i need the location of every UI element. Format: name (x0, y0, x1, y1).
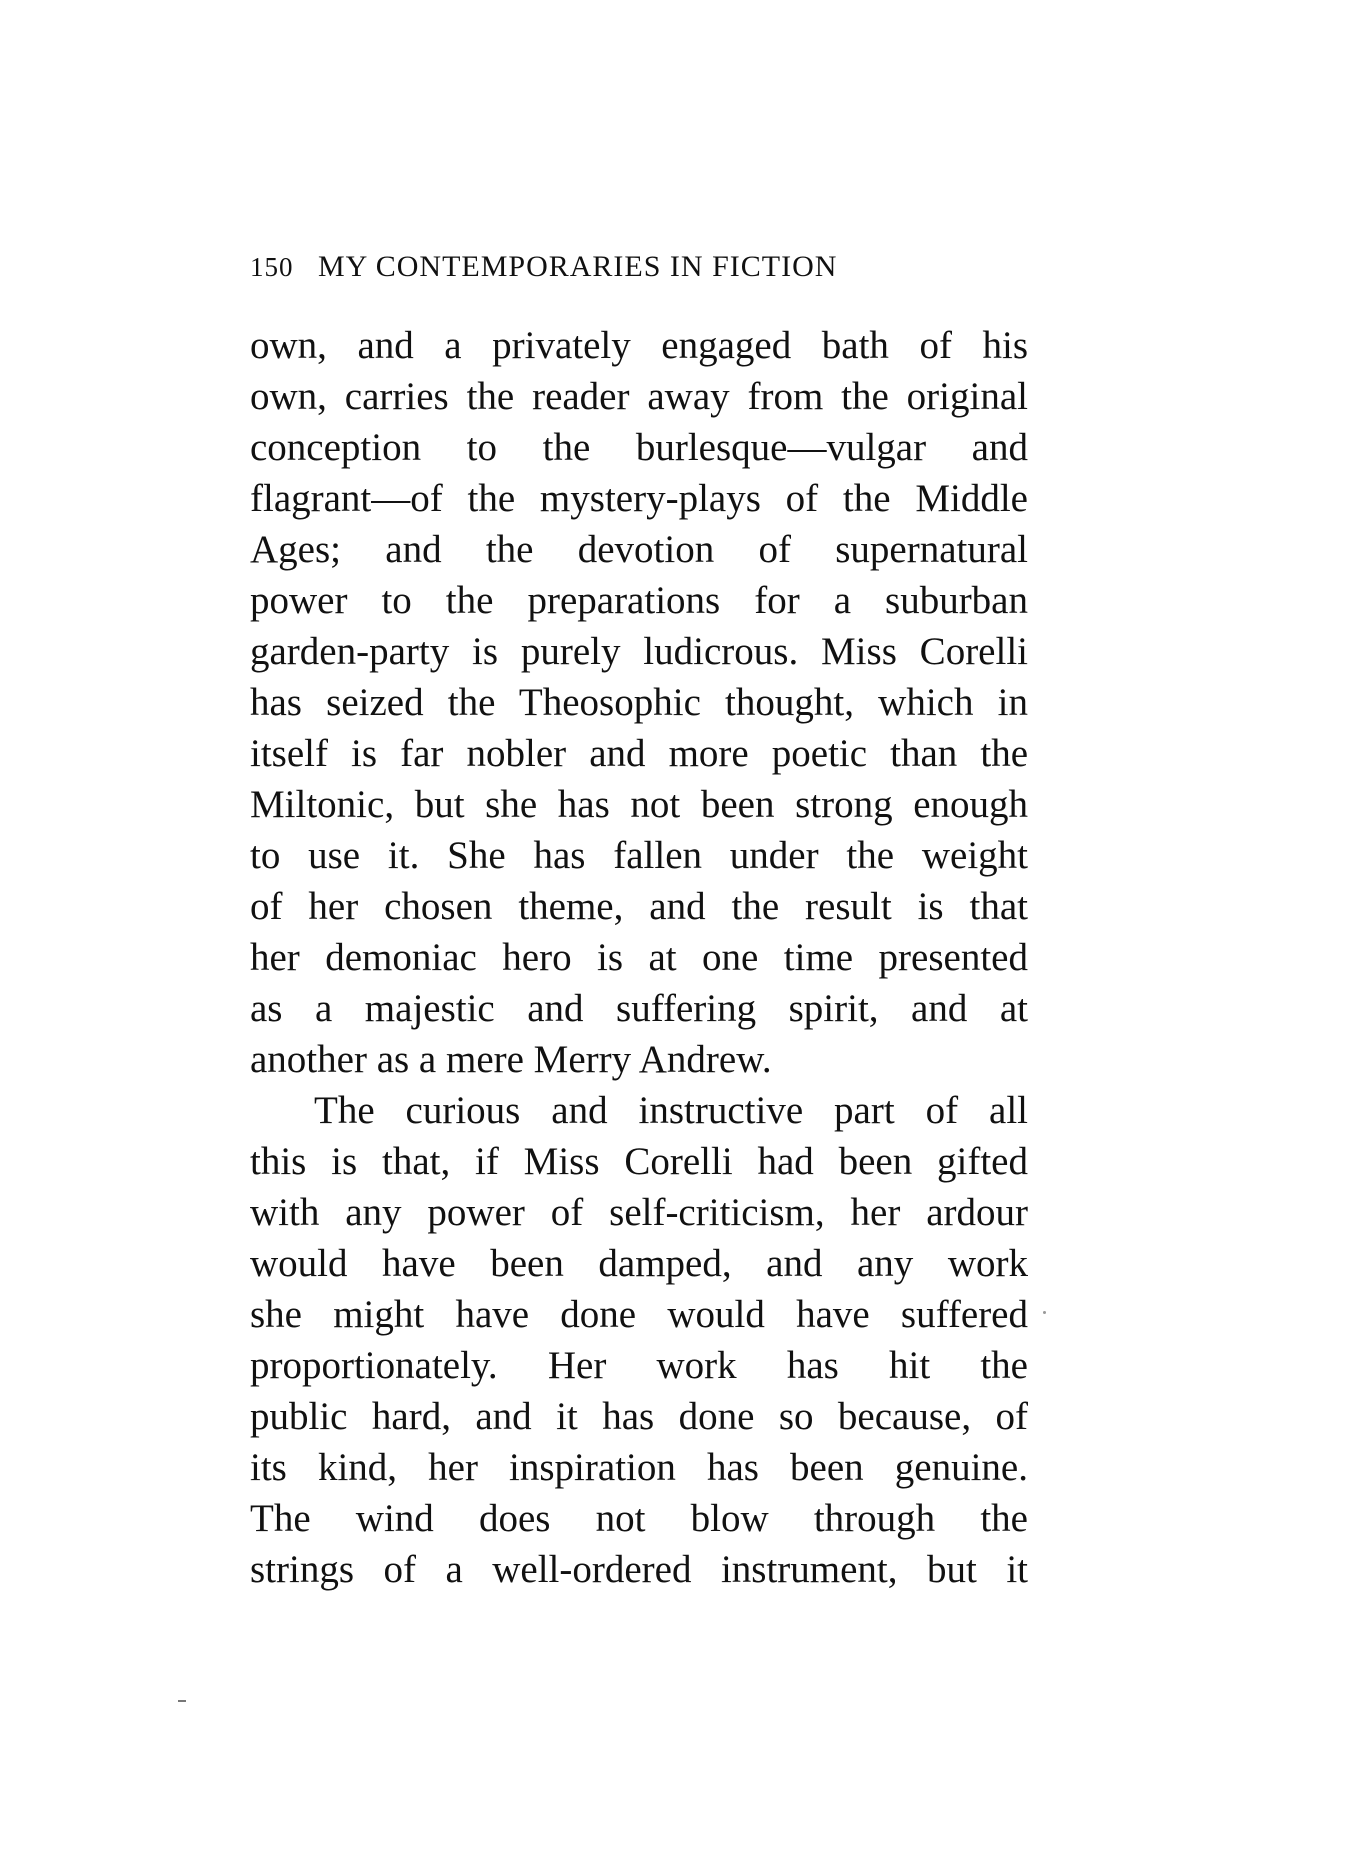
text-line: itself is far nobler and more poetic than the (250, 732, 1028, 775)
text-line: its kind, her inspiration has been genuine. (250, 1446, 1028, 1489)
running-head (250, 250, 1030, 290)
text-line: would have been damped, and any work (250, 1242, 1028, 1285)
text-line: Ages; and the devotion of supernatural (250, 528, 1028, 571)
text-line: public hard, and it has done so because, of (250, 1395, 1028, 1438)
text-line: The wind does not blow through the (250, 1497, 1028, 1540)
text-line: with any power of self-criticism, her ardour (250, 1191, 1028, 1234)
scan-speck (1043, 1311, 1046, 1314)
text-line: flagrant—of the mystery-plays of the Middle (250, 477, 1028, 520)
text-line: own, carries the reader away from the original (250, 375, 1028, 418)
body-text (250, 320, 1028, 1595)
text-line: The curious and instructive part of all (314, 1089, 1028, 1132)
running-title: MY CONTEMPORARIES IN FICTION (318, 250, 838, 283)
text-line: to use it. She has fallen under the weight (250, 834, 1028, 877)
scan-mark (178, 1700, 186, 1702)
text-line: Miltonic, but she has not been strong enough (250, 783, 1028, 826)
text-line: has seized the Theosophic thought, which in (250, 681, 1028, 724)
paragraph (250, 320, 1028, 1085)
text-line: her demoniac hero is at one time presented (250, 936, 1028, 979)
text-line: power to the preparations for a suburban (250, 579, 1028, 622)
text-line: another as a mere Merry Andrew. (250, 1038, 772, 1081)
paragraph (250, 1085, 1028, 1595)
page-number: 150 (250, 252, 294, 282)
text-line: garden-party is purely ludicrous. Miss Corelli (250, 630, 1028, 673)
text-line: conception to the burlesque—vulgar and (250, 426, 1028, 469)
text-line: of her chosen theme, and the result is that (250, 885, 1028, 928)
text-line: strings of a well-ordered instrument, but it (250, 1548, 1028, 1591)
text-line: proportionately. Her work has hit the (250, 1344, 1028, 1387)
text-line: as a majestic and suffering spirit, and at (250, 987, 1028, 1030)
text-line: this is that, if Miss Corelli had been gifted (250, 1140, 1028, 1183)
text-line: she might have done would have suffered (250, 1293, 1028, 1336)
text-line: own, and a privately engaged bath of his (250, 324, 1028, 367)
